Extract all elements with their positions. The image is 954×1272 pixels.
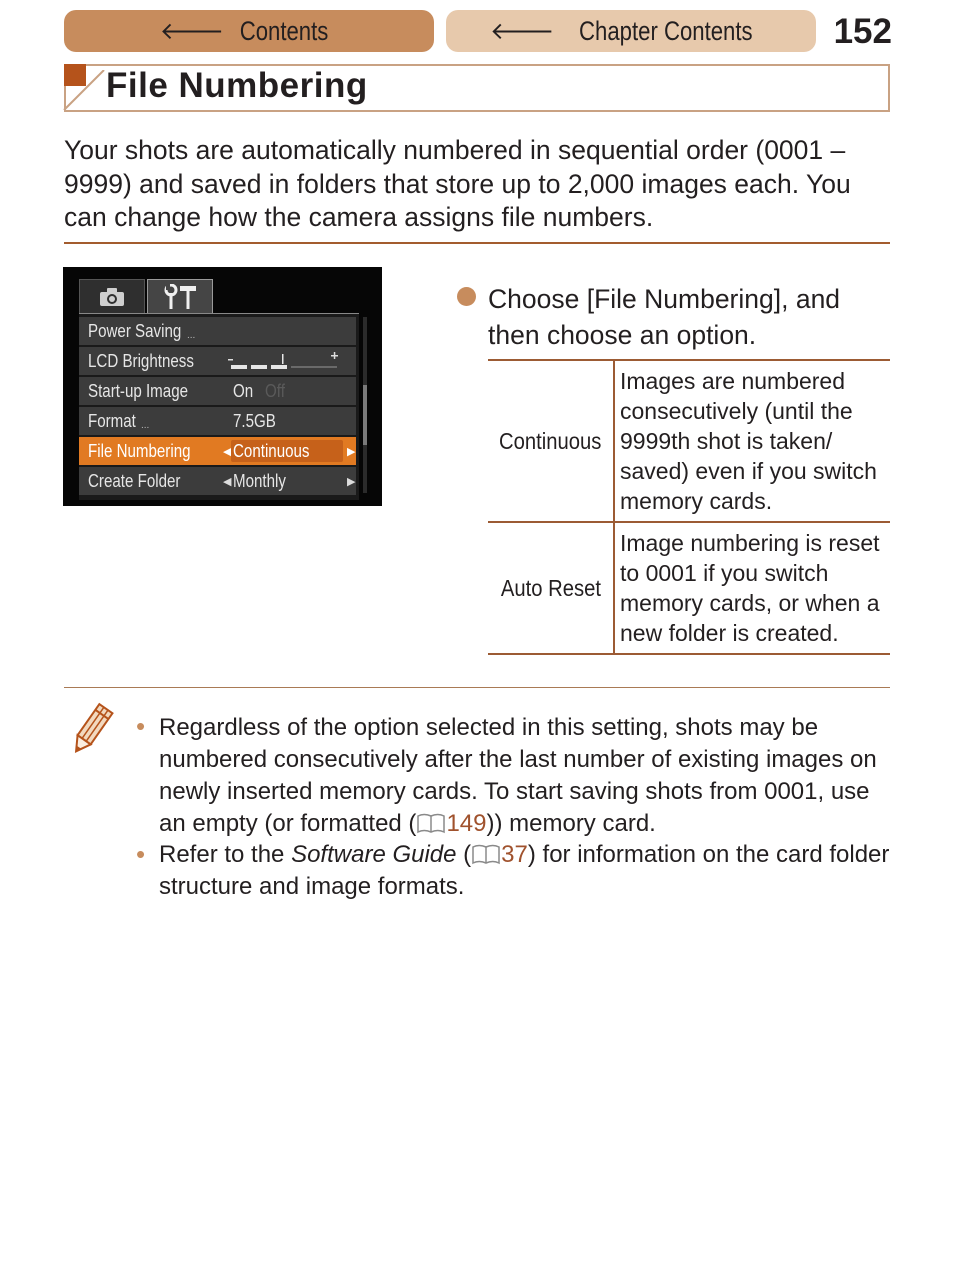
note-bullet-icon: • (136, 839, 146, 869)
menu-item-power-saving (79, 317, 356, 345)
intro-paragraph: Your shots are automatically numbered in sequential order (0001 – 9999) and saved in folders that store up to 2,000 images each. You can change how the camera assigns file numbers. (64, 135, 851, 232)
menu-item-label: File Numbering (88, 440, 191, 461)
camera-icon (98, 287, 126, 307)
menu-item-lcd-brightness (79, 347, 356, 375)
camera-menu-screenshot (63, 267, 382, 506)
menu-item-label: Start-up Image (88, 380, 189, 401)
left-arrow-icon: ◀ (223, 445, 232, 458)
note-bullet-icon: • (136, 711, 146, 741)
option-name-cell (488, 523, 615, 653)
note-item-1 (159, 712, 894, 840)
menu-item-value: Monthly (233, 470, 286, 491)
option-name: Continuous (499, 427, 602, 454)
menu-item-value: On (233, 380, 254, 401)
page-title: File Numbering (106, 66, 368, 105)
note-text: ( (456, 841, 472, 868)
book-icon (416, 812, 446, 834)
page-number: 152 (833, 12, 892, 51)
step-bullet-icon (457, 287, 476, 306)
page-reference-link[interactable]: 37 (501, 841, 528, 868)
menu-item-label: LCD Brightness (88, 350, 194, 371)
menu-item-file-numbering (79, 437, 356, 465)
menu-item-startup-image (79, 377, 356, 405)
options-table (488, 359, 890, 655)
table-row (488, 359, 890, 521)
menu-item-label: Format (88, 410, 136, 431)
note-text: )) memory card. (486, 810, 656, 837)
tab-setup (147, 279, 213, 313)
menu-item-value: Continuous (233, 440, 310, 461)
notes-divider (64, 687, 890, 688)
contents-button[interactable] (64, 10, 434, 52)
menu-item-value: 7.5GB (233, 410, 276, 431)
right-arrow-icon: ▶ (347, 445, 356, 458)
menu-item-label: Power Saving (88, 320, 182, 341)
back-arrow-icon: 🡐 (490, 18, 555, 45)
book-icon (471, 843, 501, 865)
right-arrow-icon: ▶ (347, 475, 356, 488)
page-reference-link[interactable]: 149 (446, 810, 487, 837)
tab-shooting (79, 279, 145, 313)
menu-item-label: Create Folder (88, 470, 181, 491)
option-description: Images are numbered consecutively (until the 9999th shot is taken/ saved) even if you switch memory cards. (620, 368, 877, 514)
ellipsis: ... (141, 420, 150, 431)
brightness-slider (225, 349, 347, 373)
menu-list (79, 313, 359, 500)
pencil-icon (68, 702, 114, 758)
section-divider (64, 242, 890, 244)
wrench-hammer-icon (162, 284, 198, 310)
software-guide-title: Software Guide (291, 841, 457, 868)
menu-item-format (79, 407, 356, 435)
note-item-2 (159, 839, 894, 903)
title-corner-decoration (62, 70, 106, 114)
note-text: Refer to the (159, 841, 292, 868)
contents-label: Contents (239, 15, 329, 46)
menu-scrollbar-thumb (363, 385, 367, 445)
back-arrow-icon: 🡐 (159, 18, 225, 45)
note-text: Regardless of the option selected in this setting, shots may be numbered consecutively after the last number of existing images on newly inserted memory cards. To start saving shots from 0001, use an empty (or formatted ( (159, 714, 877, 837)
option-description: Image numbering is reset to 0001 if you switch memory cards, or when a new folder is created. (620, 530, 880, 646)
table-row (488, 521, 890, 655)
menu-item-alt-value: Off (265, 380, 285, 401)
chapter-contents-label: Chapter Contents (579, 15, 753, 46)
step-instruction: Choose [File Numbering], and then choose an option. (488, 284, 841, 350)
menu-item-create-folder (79, 467, 356, 495)
note-text: ) for information on the card folder structure and image formats. (159, 841, 890, 900)
option-name-cell (488, 361, 615, 521)
chapter-contents-button[interactable] (446, 10, 816, 52)
ellipsis: ... (187, 330, 196, 341)
left-arrow-icon: ◀ (223, 475, 232, 488)
option-name: Auto Reset (500, 574, 601, 601)
